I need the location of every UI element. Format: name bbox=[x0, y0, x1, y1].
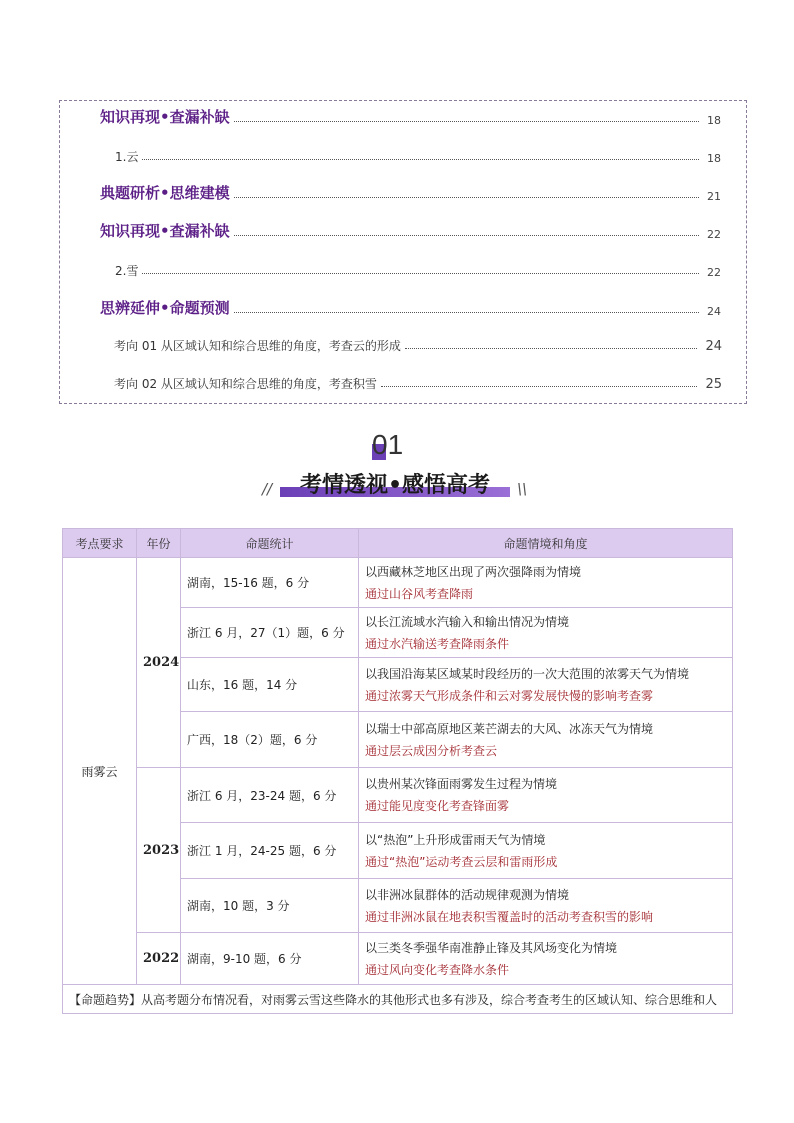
toc-entry[interactable] bbox=[100, 219, 721, 241]
context-cell bbox=[359, 768, 733, 823]
toc-entry[interactable] bbox=[114, 370, 722, 392]
exam-point-cell: 雨雾云 bbox=[63, 558, 137, 985]
table-row bbox=[63, 768, 733, 823]
toc-entry-label: 2.雪 bbox=[115, 264, 139, 278]
toc-leader-dots bbox=[234, 197, 699, 198]
toc-entry-label: 典题研析•思维建模 bbox=[100, 184, 230, 202]
header-point: 考点要求 bbox=[63, 529, 137, 558]
toc-entry-page: 18 bbox=[707, 152, 721, 165]
toc-entry-label: 知识再现•查漏补缺 bbox=[100, 222, 230, 240]
toc-entry-label: 知识再现•查漏补缺 bbox=[100, 108, 230, 126]
header-context: 命题情境和角度 bbox=[359, 529, 733, 558]
stat-cell: 广西，18（2）题，6 分 bbox=[181, 712, 359, 768]
toc-entry[interactable] bbox=[115, 257, 721, 279]
header-year: 年份 bbox=[137, 529, 181, 558]
toc-leader-dots bbox=[381, 386, 698, 387]
context-scenario: 以“热泡”上升形成雷雨天气为情境 bbox=[365, 832, 546, 847]
toc-entry[interactable] bbox=[100, 181, 721, 203]
stat-cell: 浙江 6 月，27（1）题，6 分 bbox=[181, 608, 359, 658]
context-scenario: 以贵州某次锋面雨雾发生过程为情境 bbox=[365, 777, 558, 791]
toc-entry-label: 考向 01 从区域认知和综合思维的角度，考查云的形成 bbox=[114, 339, 401, 353]
context-cell bbox=[359, 879, 733, 933]
context-angle: 通过水汽输送考查降雨条件 bbox=[365, 636, 510, 651]
left-slash-decoration: // bbox=[262, 480, 273, 498]
context-cell bbox=[359, 712, 733, 768]
toc-leader-dots bbox=[234, 312, 699, 313]
toc-entry-page: 22 bbox=[707, 266, 721, 279]
context-cell bbox=[359, 933, 733, 985]
exam-analysis-table bbox=[62, 528, 733, 1014]
toc-leader-dots bbox=[234, 235, 699, 236]
context-angle: 通过层云成因分析考查云 bbox=[365, 743, 498, 758]
header-stat: 命题统计 bbox=[181, 529, 359, 558]
context-angle: 通过山谷风考查降雨 bbox=[365, 586, 474, 601]
table-of-contents bbox=[59, 100, 747, 404]
context-cell bbox=[359, 658, 733, 712]
toc-entry-page: 24 bbox=[707, 305, 721, 318]
toc-entry-page: 24 bbox=[705, 339, 722, 354]
stat-cell: 浙江 6 月，23-24 题，6 分 bbox=[181, 768, 359, 823]
context-scenario: 以长江流域水汽输入和输出情况为情境 bbox=[365, 614, 570, 629]
context-angle: 通过浓雾天气形成条件和云对雾发展快慢的影响考查雾 bbox=[365, 688, 654, 703]
trend-note: 【命题趋势】从高考题分布情况看，对雨雾云雪这些降水的其他形式也多有涉及，综合考查考生的区域认知、综合思维和人 bbox=[63, 985, 733, 1014]
toc-entry-page: 22 bbox=[707, 228, 721, 241]
toc-entry[interactable] bbox=[100, 296, 721, 318]
right-slash-decoration: \\ bbox=[517, 480, 528, 498]
year-cell: 2022 bbox=[137, 933, 181, 985]
context-angle: 通过风向变化考查降水条件 bbox=[365, 962, 510, 977]
table-header-row bbox=[63, 529, 733, 558]
year-cell: 2023 bbox=[137, 768, 181, 933]
context-angle: 通过“热泡”运动考查云层和雷雨形成 bbox=[365, 854, 558, 869]
context-angle: 通过能见度变化考查锋面雾 bbox=[365, 799, 510, 813]
toc-entry-page: 18 bbox=[707, 114, 721, 127]
stat-cell: 湖南，10 题，3 分 bbox=[181, 879, 359, 933]
context-scenario: 以瑞士中部高原地区莱芒湖去的大风、冰冻天气为情境 bbox=[365, 721, 654, 736]
table-row bbox=[63, 933, 733, 985]
toc-entry[interactable] bbox=[115, 143, 721, 165]
stat-cell: 山东，16 题，14 分 bbox=[181, 658, 359, 712]
toc-entry-label: 思辨延伸•命题预测 bbox=[100, 299, 230, 317]
toc-entry-page: 25 bbox=[705, 377, 722, 392]
toc-leader-dots bbox=[142, 273, 699, 274]
stat-cell: 湖南，9-10 题，6 分 bbox=[181, 933, 359, 985]
toc-leader-dots bbox=[142, 159, 699, 160]
trend-row bbox=[63, 985, 733, 1014]
table-row bbox=[63, 558, 733, 608]
context-cell bbox=[359, 558, 733, 608]
toc-entry-page: 21 bbox=[707, 190, 721, 203]
context-scenario: 以非洲冰鼠群体的活动规律观测为情境 bbox=[365, 887, 570, 902]
toc-entry-label: 1.云 bbox=[115, 150, 139, 164]
context-scenario: 以我国沿海某区域某时段经历的一次大范围的浓雾天气为情境 bbox=[365, 666, 690, 681]
toc-entry[interactable] bbox=[100, 105, 721, 127]
toc-leader-dots bbox=[405, 348, 698, 349]
context-scenario: 以三类冬季强华南准静止锋及其风场变化为情境 bbox=[365, 940, 618, 955]
section-title: 考情透视•感悟高考 bbox=[299, 473, 491, 498]
toc-entry[interactable] bbox=[114, 332, 722, 354]
context-angle: 通过非洲冰鼠在地表积雪覆盖时的活动考查积雪的影响 bbox=[365, 909, 654, 924]
stat-cell: 湖南，15-16 题，6 分 bbox=[181, 558, 359, 608]
context-cell bbox=[359, 608, 733, 658]
context-scenario: 以西藏林芝地区出现了两次强降雨为情境 bbox=[365, 564, 582, 579]
stat-cell: 浙江 1 月，24-25 题，6 分 bbox=[181, 823, 359, 879]
context-cell bbox=[359, 823, 733, 879]
toc-leader-dots bbox=[234, 121, 699, 122]
toc-entry-label: 考向 02 从区域认知和综合思维的角度，考查积雪 bbox=[114, 377, 377, 391]
section-number: 01 bbox=[372, 429, 404, 460]
year-cell: 2024 bbox=[137, 558, 181, 768]
